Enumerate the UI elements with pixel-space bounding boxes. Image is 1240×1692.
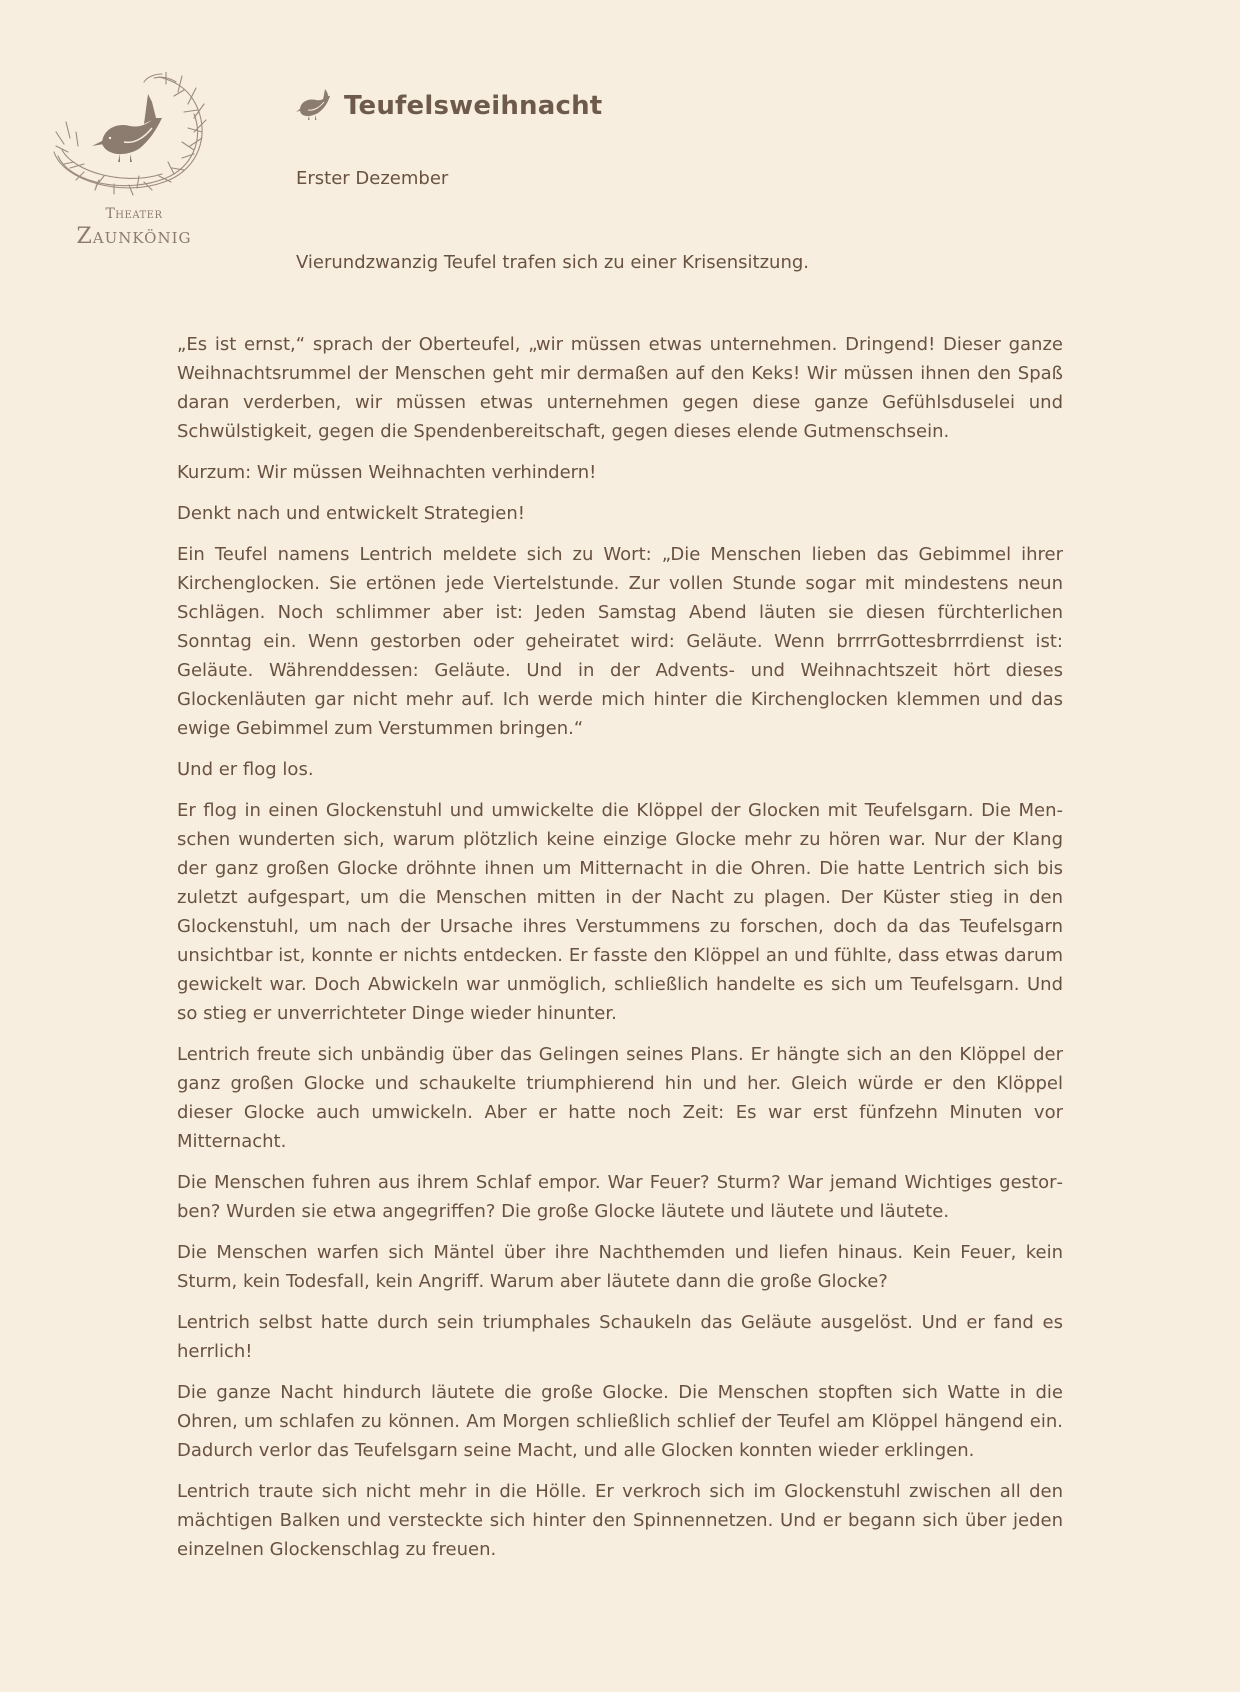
logo-text-theater: Theater xyxy=(105,206,163,222)
story-body xyxy=(177,330,1063,1576)
story-paragraph: Lentrich freute sich unbändig über das Gelingen seines Plans. Er hängte sich an den Klöppel der ganz großen Glocke und schaukelte triumphierend hin und her. Gleich würde er den Klöppel dieser Glocke auch umwickeln. Aber er hatte noch Zeit: Es war erst fünfzehn Minuten vor Mitternacht. xyxy=(177,1044,1063,1152)
story-paragraph: Die Menschen fuhren aus ihrem Schlaf empor. War Feuer? Sturm? War jemand Wichtiges gestorben? Wurden sie etwa angegriffen? Die große Glocke läutete und läutete und läutete. xyxy=(177,1172,1063,1222)
wren-icon xyxy=(296,88,336,124)
story-paragraph: „Es ist ernst,“ sprach der Oberteufel, „wir müssen etwas unternehmen. Dringend! Dieser ganze Weihnachtsrummel der Menschen geht mir dermaßen auf den Keks! Wir müssen ihnen den Spaß daran verderben, wir müssen etwas unternehmen gegen diese ganze Gefühlsduselei und Schwülstigkeit, gegen die Spendenbereitschaft, gegen dieses elende Gutmenschsein. xyxy=(177,334,1063,442)
date-subtitle: Erster Dezember xyxy=(296,168,449,189)
story-paragraph: Denkt nach und entwickelt Strategien! xyxy=(177,503,525,524)
story-paragraph: Er flog in einen Glockenstuhl und umwickelte die Klöppel der Glocken mit Teufelsgarn. Die Menschen wunderten sich, warum plötzlich keine einzige Glocke mehr zu hören war. Nur der Klang der ganz großen Glocke dröhnte ihnen um Mitternacht in die Ohren. Die hatte Lentrich sich bis zuletzt aufgespart, um die Menschen mitten in der Nacht zu plagen. Der Küster stieg in den Glockenstuhl, um nach der Ursache ihres Verstummens zu forschen, doch da das Teufelsgarn unsichtbar ist, konnte er nichts entdecken. Er fasste den Klöppel an und fühlte, dass etwas darum gewickelt war. Doch Abwickeln war unmöglich, schließlich handelte es sich um Teufelsgarn. Und so stieg er unverrichteter Dinge wieder hinunter. xyxy=(177,800,1063,1024)
story-paragraph: Ein Teufel namens Lentrich meldete sich zu Wort: „Die Menschen lieben das Gebimmel ihrer Kirchenglocken. Sie ertönen jede Viertelstunde. Zur vollen Stunde sogar mit mindestens neun Schlägen. Noch schlimmer aber ist: Jeden Samstag Abend läuten sie diesen fürchterlichen Sonntag ein. Wenn gestorben oder geheiratet wird: Geläute. Wenn brrrrGottesbrrrdienst ist: Geläute. Währenddessen: Geläute. Und in der Advents- und Weihnachtszeit hört dieses Glockenläuten gar nicht mehr auf. Ich werde mich hinter die Kirchenglocken klemmen und das ewige Gebimmel zum Verstummen bringen.“ xyxy=(177,544,1063,739)
story-paragraph: Kurzum: Wir müssen Weihnachten verhindern! xyxy=(177,462,597,483)
page-title: Teufelsweihnacht xyxy=(344,91,603,121)
wren-in-wreath-icon xyxy=(44,72,224,207)
story-paragraph: Die Menschen warfen sich Mäntel über ihre Nachthemden und liefen hinaus. Kein Feuer, kein Sturm, kein Todesfall, kein Angriff. Warum aber läutete dann die große Glocke? xyxy=(177,1242,1063,1292)
intro-line: Vierundzwanzig Teufel trafen sich zu einer Krisensitzung. xyxy=(296,252,809,273)
story-paragraph: Lentrich selbst hatte durch sein triumphales Schaukeln das Geläute ausgelöst. Und er fand es herrlich! xyxy=(177,1312,1063,1362)
title-row xyxy=(296,88,602,124)
theater-logo xyxy=(44,72,224,252)
story-paragraph: Die ganze Nacht hindurch läutete die große Glocke. Die Menschen stopften sich Watte in die Ohren, um schlafen zu können. Am Morgen schließlich schlief der Teufel am Klöppel hängend ein. Dadurch verlor das Teufelsgarn seine Macht, und alle Glocken konnten wieder erklingen. xyxy=(177,1382,1063,1461)
story-paragraph: Lentrich traute sich nicht mehr in die Hölle. Er verkroch sich im Glockenstuhl zwischen all den mächtigen Balken und versteckte sich hinter den Spinnennetzen. Und er begann sich über jeden einzelnen Glockenschlag zu freuen. xyxy=(177,1481,1063,1560)
logo-text-zaunkoenig: Zaunkönig xyxy=(76,224,192,249)
story-paragraph: Und er flog los. xyxy=(177,759,314,780)
